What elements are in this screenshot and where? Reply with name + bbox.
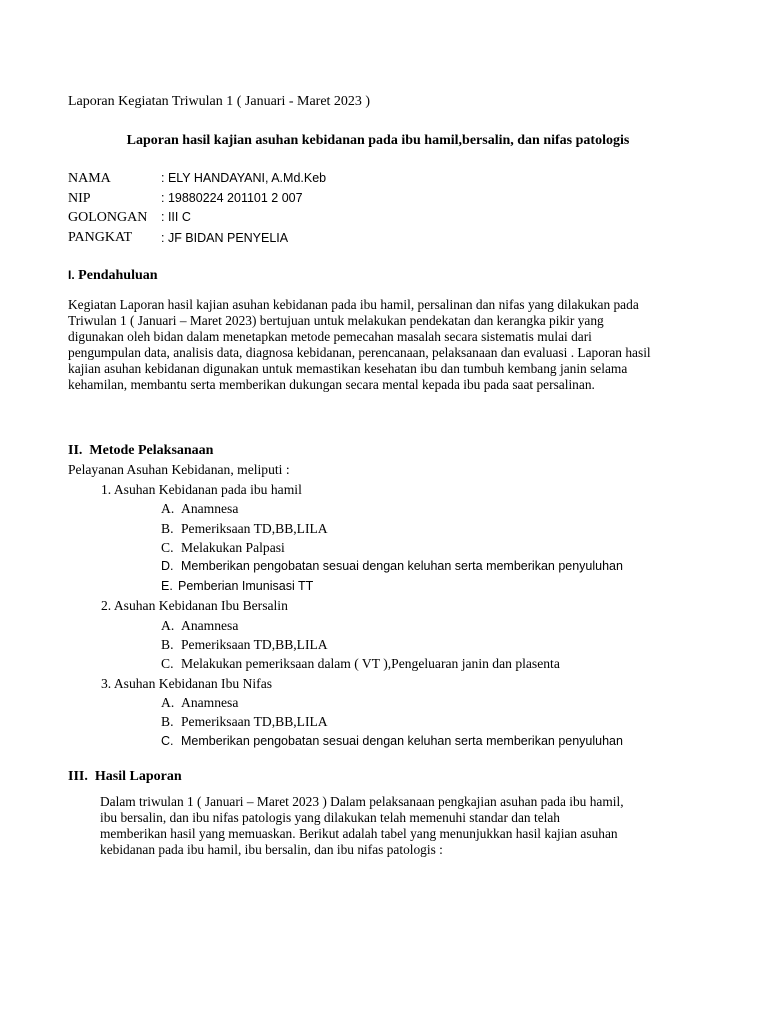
paragraph-line: Dalam triwulan 1 ( Januari – Maret 2023 ) Dalam pelaksanaan pengkajian asuhan pada ibu hamil, bbox=[100, 794, 624, 809]
group-2-title: 2. Asuhan Kebidanan Ibu Bersalin bbox=[101, 598, 288, 613]
list-item: C. Melakukan pemeriksaan dalam ( VT ),Pengeluaran janin dan plasenta bbox=[161, 656, 560, 671]
group-1-title: 1. Asuhan Kebidanan pada ibu hamil bbox=[101, 482, 302, 497]
list-item: A. Anamnesa bbox=[161, 618, 239, 633]
paragraph-line: kajian asuhan kebidanan digunakan untuk memastikan kesehatan ibu dan tumbuh kembang janin selama bbox=[68, 361, 628, 376]
list-item: A. Anamnesa bbox=[161, 501, 239, 516]
section-2-title: Metode Pelaksanaan bbox=[89, 443, 214, 458]
list-item: D. Memberikan pengobatan sesuai dengan keluhan serta memberikan penyuluhan bbox=[161, 559, 623, 573]
identity-value-nip: : 19880224 201101 2 007 bbox=[161, 191, 303, 205]
paragraph-line: kebidanan pada ibu hamil, ibu bersalin, dan ibu nifas patologis : bbox=[100, 842, 443, 857]
identity-value-golongan: : III C bbox=[161, 210, 191, 224]
section-2-intro: Pelayanan Asuhan Kebidanan, meliputi : bbox=[68, 462, 290, 477]
section-1-title: Pendahuluan bbox=[78, 268, 158, 283]
report-subtitle: Laporan hasil kajian asuhan kebidanan pada ibu hamil,bersalin, dan nifas patologis bbox=[126, 133, 630, 148]
identity-label-nip: NIP bbox=[68, 191, 91, 206]
section-2-number: II. bbox=[68, 443, 83, 458]
list-item: C. Melakukan Palpasi bbox=[161, 540, 285, 555]
section-3-heading bbox=[68, 769, 182, 785]
identity-label-golongan: GOLONGAN bbox=[68, 210, 148, 225]
report-title: Laporan Kegiatan Triwulan 1 ( Januari - Maret 2023 ) bbox=[68, 94, 371, 109]
paragraph-line: Kegiatan Laporan hasil kajian asuhan kebidanan pada ibu hamil, persalinan dan nifas yang dilakukan pada bbox=[68, 297, 639, 312]
section-1-paragraph bbox=[68, 297, 685, 393]
section-1-number: I. bbox=[68, 268, 75, 282]
paragraph-line: Triwulan 1 ( Januari – Maret 2023) bertujuan untuk melakukan pendekatan dan kerangka pikir yang bbox=[68, 313, 604, 328]
identity-label-pangkat: PANGKAT bbox=[68, 230, 133, 245]
paragraph-line: ibu bersalin, dan ibu nifas patologis yang dilakukan telah memenuhi standar dan telah bbox=[100, 810, 560, 825]
section-2-heading bbox=[68, 443, 213, 459]
group-3-title: 3. Asuhan Kebidanan Ibu Nifas bbox=[101, 676, 273, 691]
list-item: B. Pemeriksaan TD,BB,LILA bbox=[161, 714, 328, 729]
identity-value-pangkat: : JF BIDAN PENYELIA bbox=[161, 231, 289, 245]
section-1-heading bbox=[68, 268, 158, 284]
list-item: B. Pemeriksaan TD,BB,LILA bbox=[161, 637, 328, 652]
section-3-number: III. bbox=[68, 769, 88, 784]
list-item: A. Anamnesa bbox=[161, 695, 239, 710]
identity-label-nama: NAMA bbox=[68, 171, 111, 186]
section-3-title: Hasil Laporan bbox=[94, 769, 182, 784]
paragraph-line: digunakan oleh bidan dalam menetapkan metode pemecahan masalah secara sistematis mulai dari bbox=[68, 329, 592, 344]
paragraph-line: kehamilan, membantu serta memberikan dukungan secara mental kepada ibu pada saat persalinan. bbox=[68, 377, 595, 392]
paragraph-line: pengumpulan data, analisis data, diagnosa kebidanan, perencanaan, pelaksanaan dan evaluasi . Laporan hasil bbox=[68, 345, 651, 360]
paragraph-line: memberikan hasil yang memuaskan. Berikut adalah tabel yang menunjukkan hasil kajian asuhan bbox=[100, 826, 618, 841]
identity-value-nama: : ELY HANDAYANI, A.Md.Keb bbox=[161, 171, 327, 185]
list-item: C. Memberikan pengobatan sesuai dengan keluhan serta memberikan penyuluhan bbox=[161, 734, 623, 748]
section-3-paragraph bbox=[100, 794, 645, 858]
list-item: B. Pemeriksaan TD,BB,LILA bbox=[161, 521, 328, 536]
list-item: E. Pemberian Imunisasi TT bbox=[161, 579, 314, 593]
